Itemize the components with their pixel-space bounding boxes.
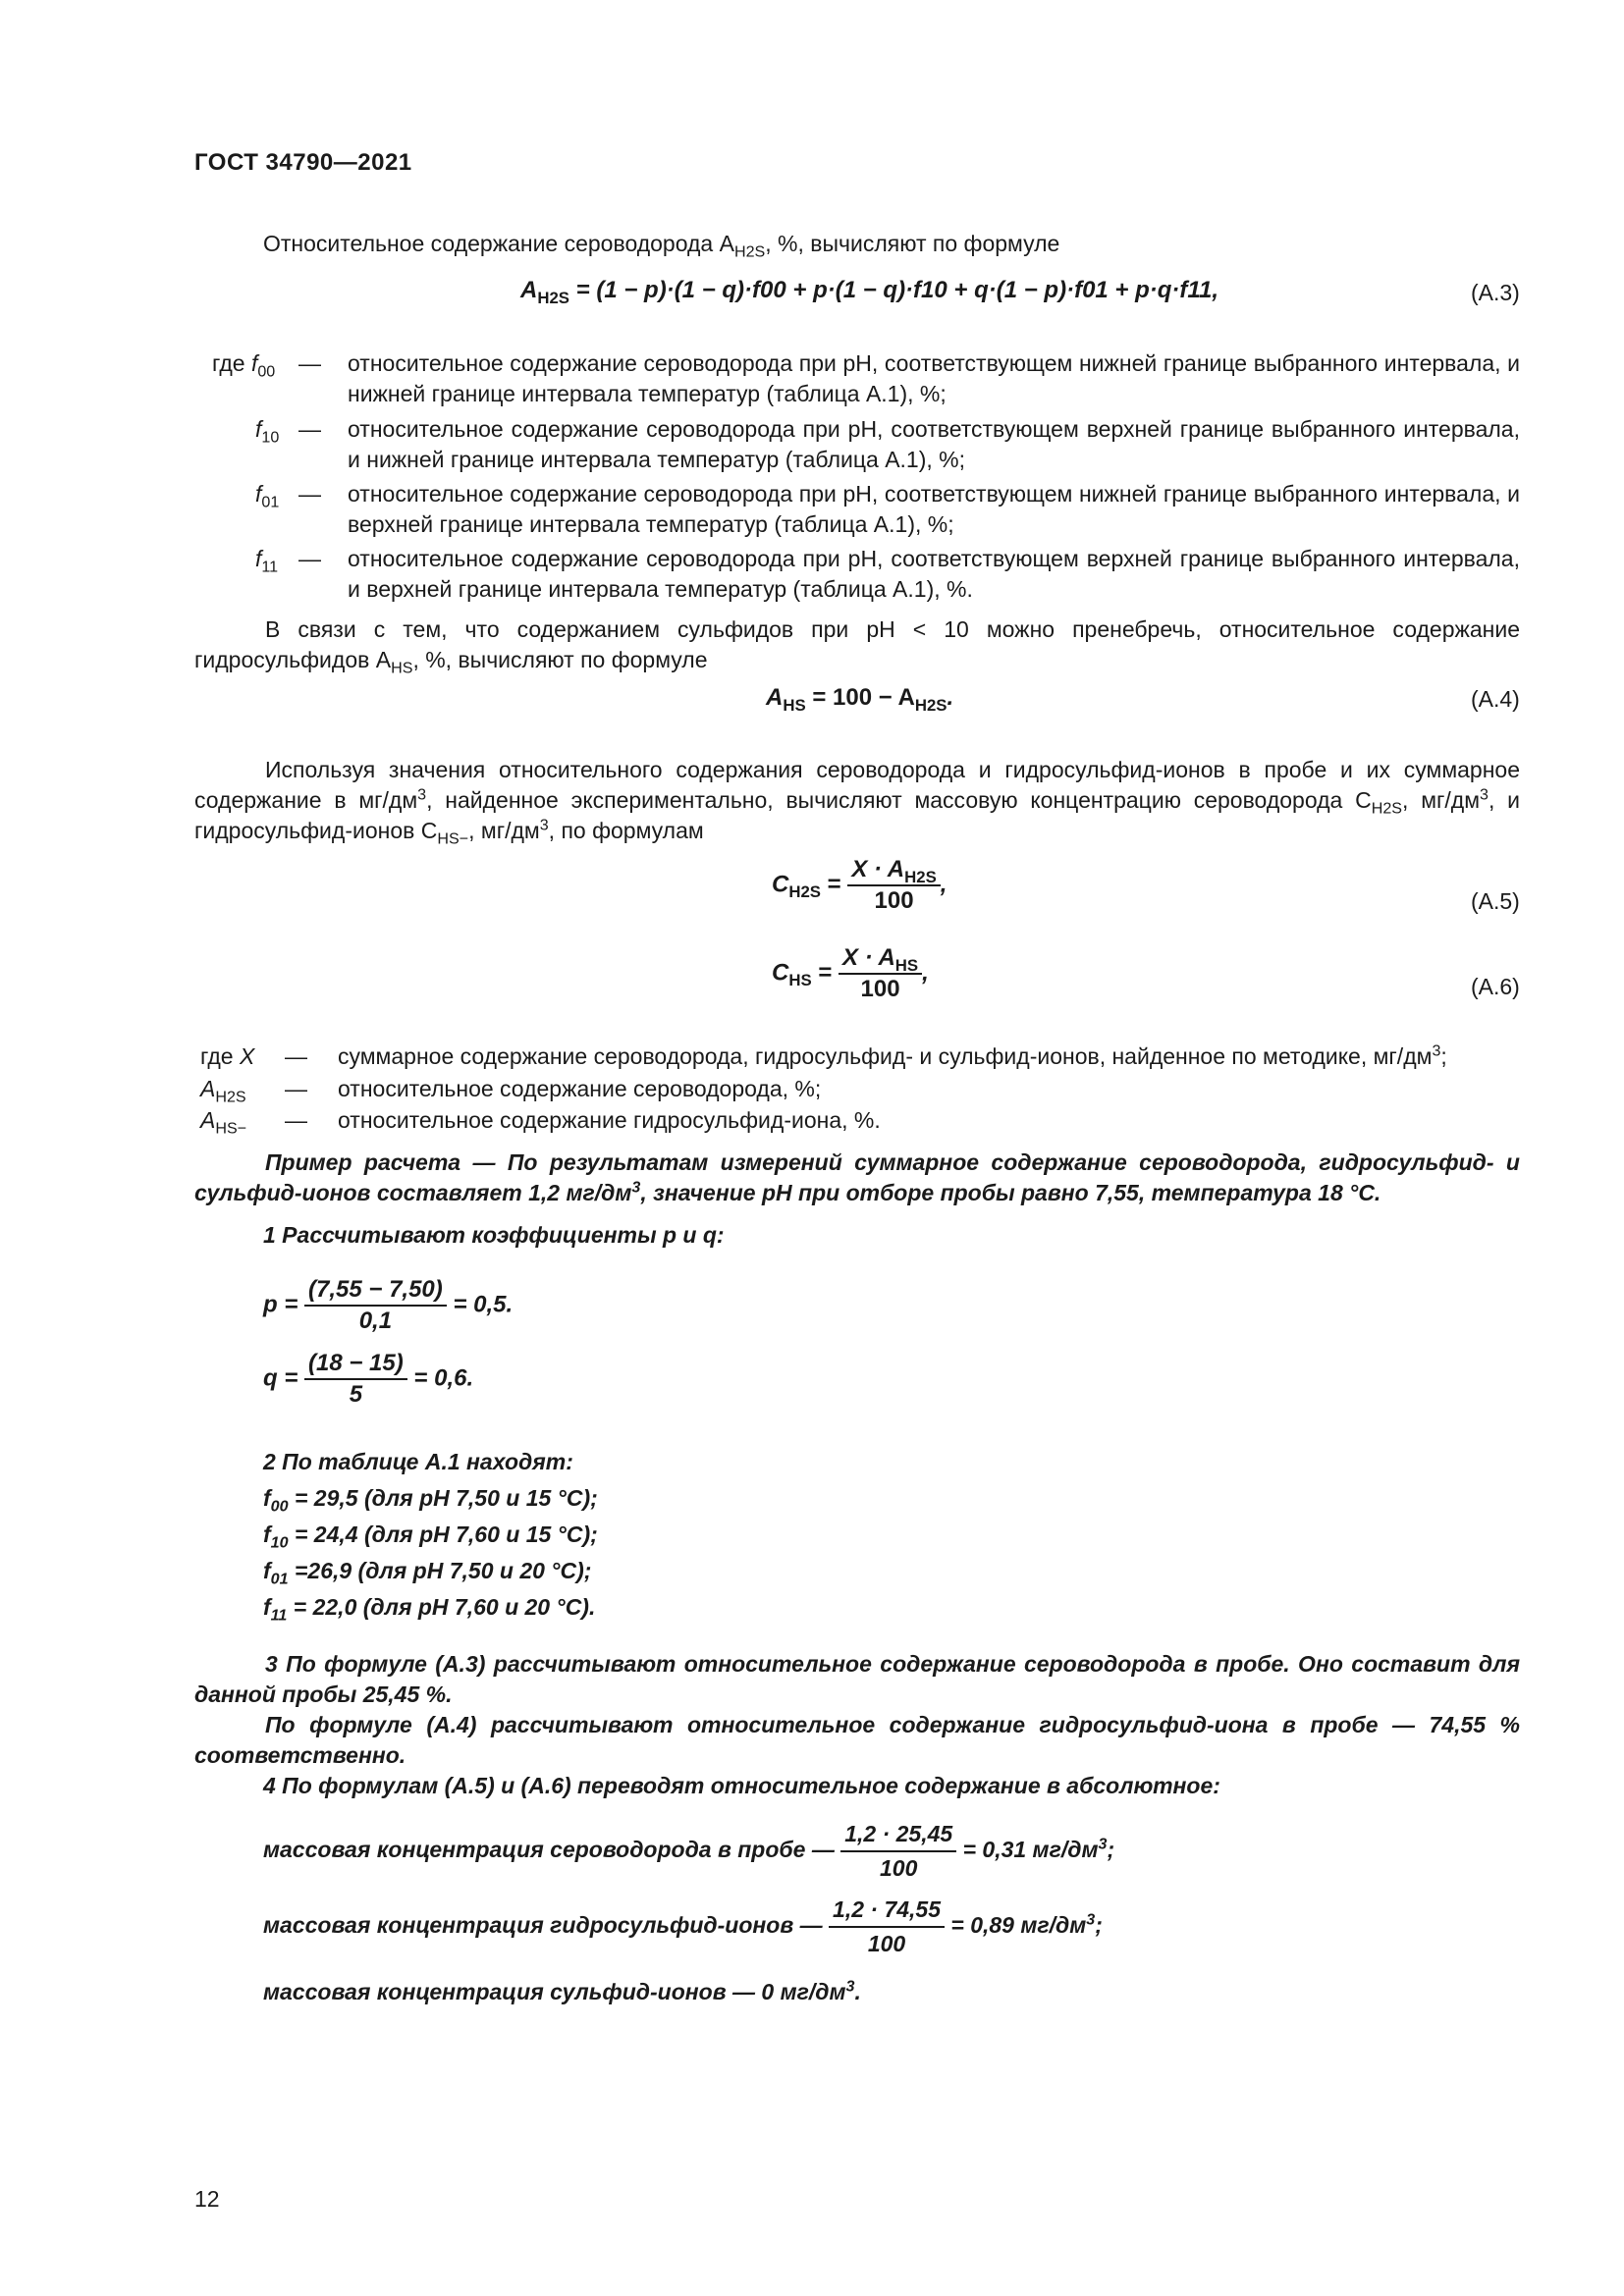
paragraph-a4: В связи с тем, что содержанием сульфидов при pH < 10 можно пренебречь, относительное содержание гидросульфидов $A_{HS}$, %, вычисляют по формуле: [194, 616, 1520, 677]
fraction-conc-h2s: $\frac{1,2 \cdot 25,45}{100}$: [840, 1819, 956, 1884]
fraction-p: $\frac{(7,55 - 7,50)}{0,1}$: [304, 1276, 447, 1335]
fraction-q: $\frac{(18 - 15)}{5}$: [304, 1350, 407, 1409]
conc-hs: массовая концентрация гидросульфид-ионов — $\frac{1,2 \cdot 74,55}{100}$ = 0,89 $мг/дм^3$;: [263, 1895, 1103, 1959]
f-value-00: $f_{00} = 29,5$ (для pH 7,50 и 15 °С);: [263, 1485, 598, 1516]
fraction-conc-hs: $\frac{1,2 \cdot 74,55}{100}$: [829, 1895, 945, 1959]
equation-a5: $C_{H2S}$ = $\frac{X \cdot A_{H2S}}{100}$ ,: [772, 856, 947, 914]
example-step-4: 4 По формулам (А.5) и (А.6) переводят относительное содержание в абсолютное:: [263, 1773, 1220, 1798]
f-value-01: $f_{01} =26,9$ (для pH 7,50 и 20 °С);: [263, 1558, 592, 1588]
equation-a3: $A_{H2S} = (1 - p)\cdot(1 - q)\cdot f00 + p\cdot(1 - q)\cdot f10 + q\cdot(1 - p)\cdot f01 + p\cdot q\cdot f11$,: [520, 277, 1218, 307]
equation-number-a5: (А.5): [1471, 888, 1520, 914]
equation-q: q = $\frac{(18 - 15)}{5}$ = 0,6.: [263, 1350, 474, 1408]
document-page: ГОСТ 34790—2021 Относительное содержание сероводорода $A_{H2S}$, %, вычисляют по формуле $A_{H2S} = (1 - p)\cdot(1 - q)\cdot f00 + p\cdot(1 - q)\cdot f10 + q\cdot(1 - p)\cdot f01 + p\cdot q\cdot f11$, (А.3) где $f_{00}$ — относительное содержание сероводорода при pH, соответствующем нижней границе выбранного интервала, и нижней границе интервала температур (таблица А.1), %; $f_{10}$ — относительное содержание сероводорода при pH, соответствующем верхней границе выбранного интервала, и нижней границе интервала температур (таблица А.1), %; $f_{01}$ — относительное содержание сероводорода при pH, соответствующем нижней границе выбранного интервала, и верхней границе интервала температур (таблица А.1), %; $f_{11}$ — относительное содержание сероводорода при pH, соответствующем верхней границе выбранного интервала, и верхней границе интервала температур (таблица А.1), %. В связи с тем, что содержанием сульфидов при pH < 10 можно пренебречь, относительное содержание гидросульфидов $A_{HS}$, %, вычисляют по формуле $A_{HS} = 100 - A_{H2S}$. (А.4) Используя значения относительного содержания сероводорода и гидросульфид-ионов в пробе и их суммарное содержание в $мг/дм^3$, найденное экспериментально, вычисляют массовую концентрацию сероводорода $C_{H2S}$, $мг/дм^3$, и гидросульфид-ионов $C_{HS-}$, $мг/дм^3$, по формулам $C_{H2S}$ = $\frac{X \cdot A_{H2S}}{100}$ , (А.5) $C_{HS}$ = $\frac{X \cdot A_{HS}}{100}$ , (А.6) где X — суммарное содержание сероводорода, гидросульфид- и сульфид-ионов, найденное по методике, $мг/дм^3$; $A_{H2S}$ — относительное содержание сероводорода, %; $A_{HS-}$ — относительное содержание гидросульфид-иона, %. Пример расчета — По результатам измерений суммарное содержание сероводорода, гидросульфид- и сульфид-ионов составляет 1,2 $мг/дм^3$, значение pH при отборе пробы равно 7,55, температура 18 °С. 1 Рассчитывают коэффициенты p и q: p = $\frac{(7,55 - 7,50)}{0,1}$ = 0,5. q = $\frac{(18 - 15)}{5}$ = 0,6. 2 По таблице А.1 находят: $f_{00} = 29,5$ (для pH 7,50 и 15 °С); $f_{10} = 24,4$ (для pH 7,60 и 15 °С); $f_{01} =26,9$ (для pH 7,50 и 20 °С); $f_{11} = 22,0$ (для pH 7,60 и 20 °С). 3 По формуле (А.3) рассчитывают относительное содержание сероводорода в пробе. Оно составит для данной пробы 25,45 %. По формуле (А.4) рассчитывают относительное содержание гидросульфид-иона в пробе — 74,55 % соответственно. 4 По формулам (А.5) и (А.6) переводят относительное содержание в абсолютное: массовая концентрация сероводорода в пробе — $\frac{1,2 \cdot 25,45}{100}$ = 0,31 $мг/дм^3$; массовая концентрация гидросульфид-ионов — $\frac{1,2 \cdot 74,55}{100}$ = 0,89 $мг/дм^3$; массовая концентрация сульфид-ионов — 0 $мг/дм^3$. 12: [194, 149, 1520, 2212]
intro-a3: Относительное содержание сероводорода $A_{H2S}$, %, вычисляют по формуле: [263, 231, 1060, 261]
example-step-3b: По формуле (А.4) рассчитывают относительное содержание гидросульфид-иона в пробе — 74,55 % соответственно.: [194, 1712, 1520, 1768]
conc-h2s: массовая концентрация сероводорода в пробе — $\frac{1,2 \cdot 25,45}{100}$ = 0,31 $мг/дм^3$;: [263, 1819, 1114, 1884]
equation-a4: $A_{HS} = 100 - A_{H2S}$.: [766, 684, 954, 715]
equation-p: p = $\frac{(7,55 - 7,50)}{0,1}$ = 0,5.: [263, 1276, 514, 1334]
equation-a6: $C_{HS}$ = $\frac{X \cdot A_{HS}}{100}$ ,: [772, 944, 929, 1002]
f-value-10: $f_{10} = 24,4$ (для pH 7,60 и 15 °С);: [263, 1522, 598, 1552]
paragraph-a5: Используя значения относительного содержания сероводорода и гидросульфид-ионов в пробе и их суммарное содержание в $мг/дм^3$, найденное экспериментально, вычисляют массовую концентрацию сероводорода $C_{H2S}$, $мг/дм^3$, и гидросульфид-ионов $C_{HS-}$, $мг/дм^3$, по формулам: [194, 757, 1520, 848]
page-number: 12: [194, 2186, 220, 2212]
example-step-3: 3 По формуле (А.3) рассчитывают относительное содержание сероводорода в пробе. Оно составит для данной пробы 25,45 %.: [194, 1651, 1520, 1707]
conc-s: массовая концентрация сульфид-ионов — 0 $мг/дм^3$.: [263, 1977, 861, 2004]
equation-number-a3: (А.3): [1471, 280, 1520, 305]
example-step-2: 2 По таблице А.1 находят:: [263, 1449, 573, 1474]
equation-number-a4: (А.4): [1471, 686, 1520, 712]
fraction-a6: $\frac{X \cdot A_{HS}}{100}$: [839, 944, 922, 1003]
example-intro: Пример расчета — По результатам измерений суммарное содержание сероводорода, гидросульфид- и сульфид-ионов составляет 1,2 $мг/дм^3$, значение pH при отборе пробы равно 7,55, температура 18 °С.: [194, 1149, 1520, 1205]
fraction-a5: $\frac{X \cdot A_{H2S}}{100}$: [847, 856, 940, 915]
example-step-1: 1 Рассчитывают коэффициенты p и q:: [263, 1222, 725, 1248]
equation-number-a6: (А.6): [1471, 974, 1520, 999]
document-header: ГОСТ 34790—2021: [194, 149, 412, 176]
f-value-11: $f_{11} = 22,0$ (для pH 7,60 и 20 °С).: [263, 1594, 596, 1625]
